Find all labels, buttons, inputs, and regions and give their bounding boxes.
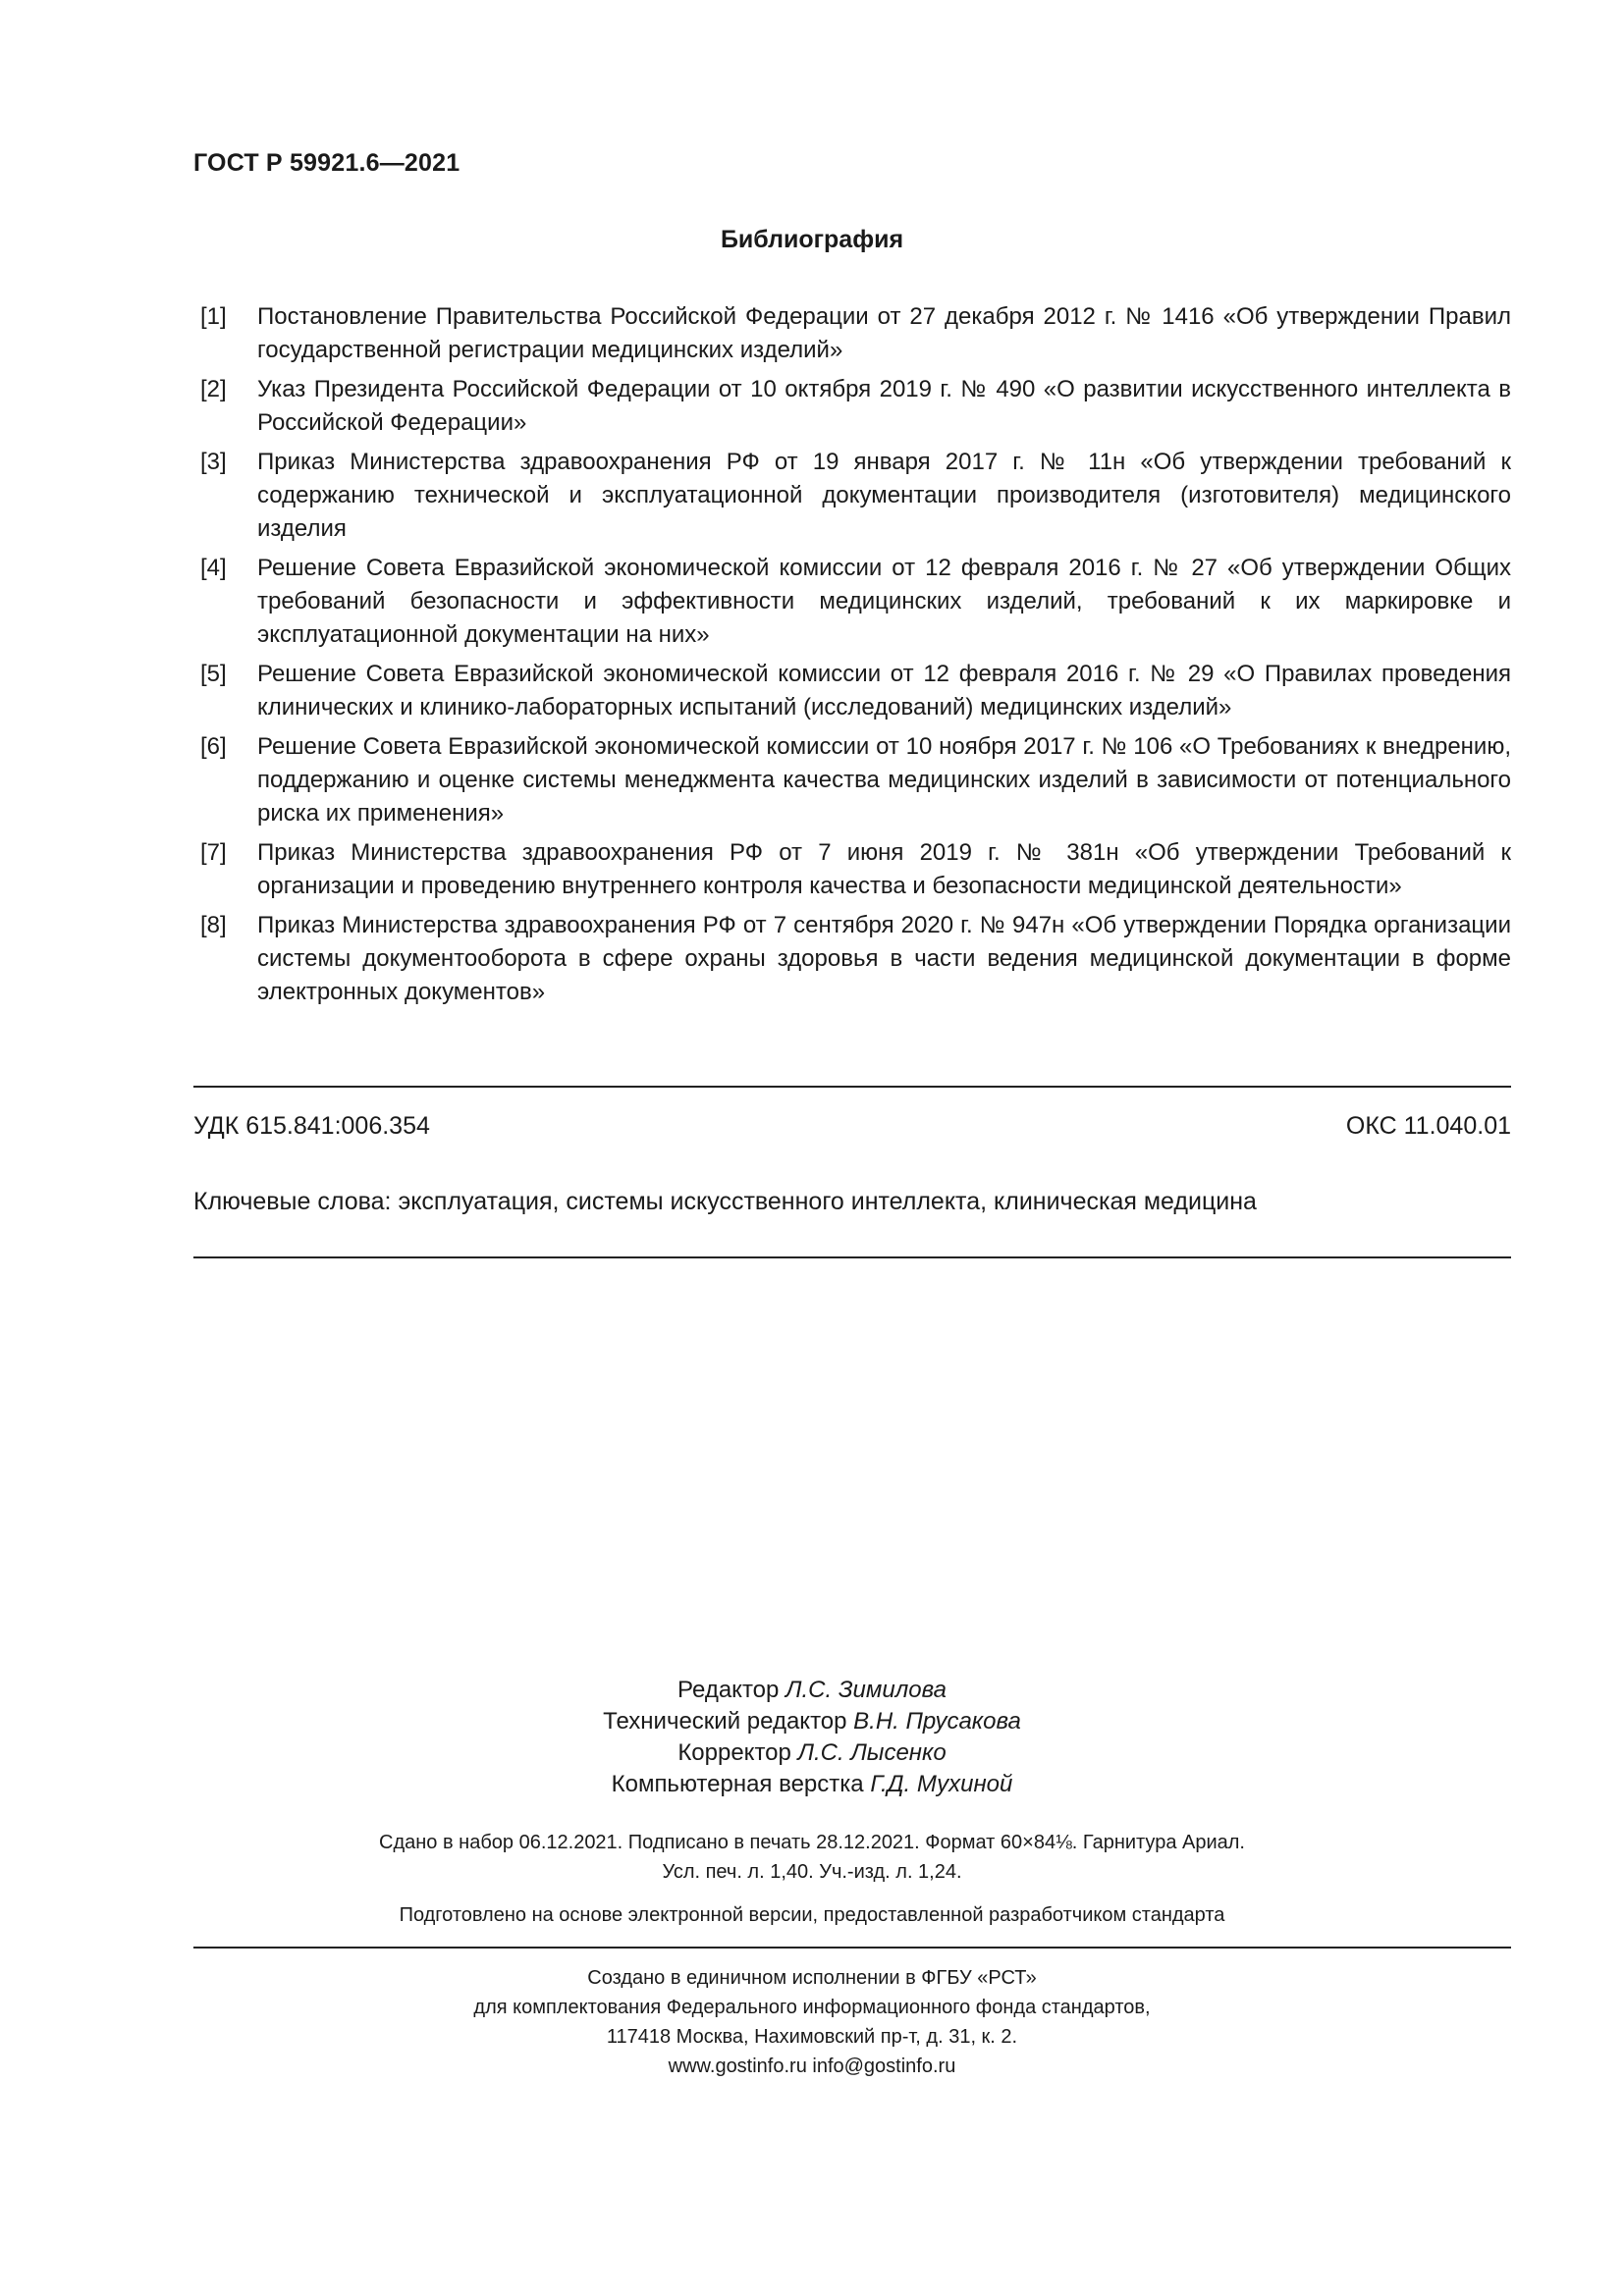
bibliography-entry: [200, 658, 1511, 724]
bibliography-list: [200, 300, 1511, 1015]
bibliography-entry: [200, 909, 1511, 1009]
credit-name: Л.С. Лысенко: [797, 1739, 947, 1766]
bibliography-title: Библиография: [720, 226, 904, 253]
entry-text: Приказ Министерства здравоохранения РФ от 7 июня 2019 г. № 381н «Об утверждении Требований к организации и проведению внутреннего контроля качества и безопасности медицинской деятельности»: [257, 839, 1511, 899]
footer-line-4: www.gostinfo.ru info@gostinfo.ru: [668, 2056, 956, 2077]
credit-proofreader: [0, 1737, 1624, 1769]
standard-header: ГОСТ Р 59921.6—2021: [193, 149, 460, 177]
credit-name: Г.Д. Мухиной: [870, 1771, 1013, 1797]
publishing-line-2: Усл. печ. л. 1,40. Уч.-изд. л. 1,24.: [662, 1861, 962, 1883]
editorial-credits: [0, 1675, 1624, 1800]
footer-line-3: 117418 Москва, Нахимовский пр-т, д. 31, к. 2.: [606, 2026, 1018, 2048]
footer-divider: [193, 1947, 1511, 1949]
bibliography-entry: [200, 836, 1511, 903]
credit-technical-editor: [0, 1706, 1624, 1737]
footer-line-1: Создано в единичном исполнении в ФГБУ «РСТ»: [587, 1967, 1037, 1989]
bibliography-entry: [200, 552, 1511, 652]
entry-text: Постановление Правительства Российской Федерации от 27 декабря 2012 г. № 1416 «Об утверждении Правил государственной регистрации медицинских изделий»: [257, 303, 1511, 363]
credit-editor: [0, 1675, 1624, 1706]
bibliography-entry: [200, 300, 1511, 367]
footer-line-2: для комплектования Федерального информационного фонда стандартов,: [473, 1997, 1151, 2018]
entry-number: [4]: [200, 555, 227, 581]
prepared-note: Подготовлено на основе электронной версии, предоставленной разработчиком стандарта: [399, 1904, 1225, 1926]
keywords-divider: [193, 1256, 1511, 1258]
credit-role: Компьютерная верстка: [611, 1771, 864, 1797]
entry-number: [7]: [200, 839, 227, 866]
credit-role: Корректор: [677, 1739, 791, 1766]
entry-text: Решение Совета Евразийской экономической комиссии от 12 февраля 2016 г. № 27 «Об утверждении Общих требований безопасности и эффективности медицинских изделий, требований к их маркировке и эксплуатационной документации на них»: [257, 555, 1511, 648]
bibliography-entry: [200, 373, 1511, 440]
publisher-footer: [0, 1963, 1624, 2081]
bibliography-entry: [200, 446, 1511, 546]
entry-number: [2]: [200, 376, 227, 402]
entry-number: [1]: [200, 303, 227, 330]
entry-text: Решение Совета Евразийской экономической комиссии от 12 февраля 2016 г. № 29 «О Правилах проведения клинических и клинико-лабораторных испытаний (исследований) медицинских изделий»: [257, 661, 1511, 721]
publishing-info: [0, 1828, 1624, 1887]
entry-text: Приказ Министерства здравоохранения РФ от 7 сентября 2020 г. № 947н «Об утверждении Порядка организации системы документооборота в сфере охраны здоровья в части ведения медицинской документации в форме электронных документов»: [257, 912, 1511, 1005]
oks-code: ОКС 11.040.01: [1345, 1112, 1511, 1140]
keywords-line: Ключевые слова: эксплуатация, системы искусственного интеллекта, клиническая медицина: [193, 1188, 1257, 1215]
udk-code: УДК 615.841:006.354: [193, 1112, 430, 1140]
top-divider: [193, 1086, 1511, 1088]
entry-number: [8]: [200, 912, 227, 938]
credit-role: Редактор: [677, 1677, 780, 1703]
credit-layout: [0, 1769, 1624, 1800]
credit-name: В.Н. Прусакова: [853, 1708, 1021, 1735]
entry-number: [5]: [200, 661, 227, 687]
entry-text: Указ Президента Российской Федерации от 10 октября 2019 г. № 490 «О развитии искусственного интеллекта в Российской Федерации»: [257, 376, 1511, 436]
entry-text: Приказ Министерства здравоохранения РФ от 19 января 2017 г. № 11н «Об утверждении требований к содержанию технической и эксплуатационной документации производителя (изготовителя) медицинского изделия: [257, 449, 1511, 542]
credit-role: Технический редактор: [603, 1708, 847, 1735]
entry-number: [3]: [200, 449, 227, 475]
bibliography-entry: [200, 730, 1511, 830]
credit-name: Л.С. Зимилова: [785, 1677, 947, 1703]
publishing-line-1: Сдано в набор 06.12.2021. Подписано в печать 28.12.2021. Формат 60×84⅛. Гарнитура Ариал.: [379, 1832, 1245, 1853]
entry-number: [6]: [200, 733, 227, 760]
entry-text: Решение Совета Евразийской экономической комиссии от 10 ноября 2017 г. № 106 «О Требованиях к внедрению, поддержанию и оценке системы менеджмента качества медицинских изделий в зависимости от потенциального риска их применения»: [257, 733, 1511, 827]
